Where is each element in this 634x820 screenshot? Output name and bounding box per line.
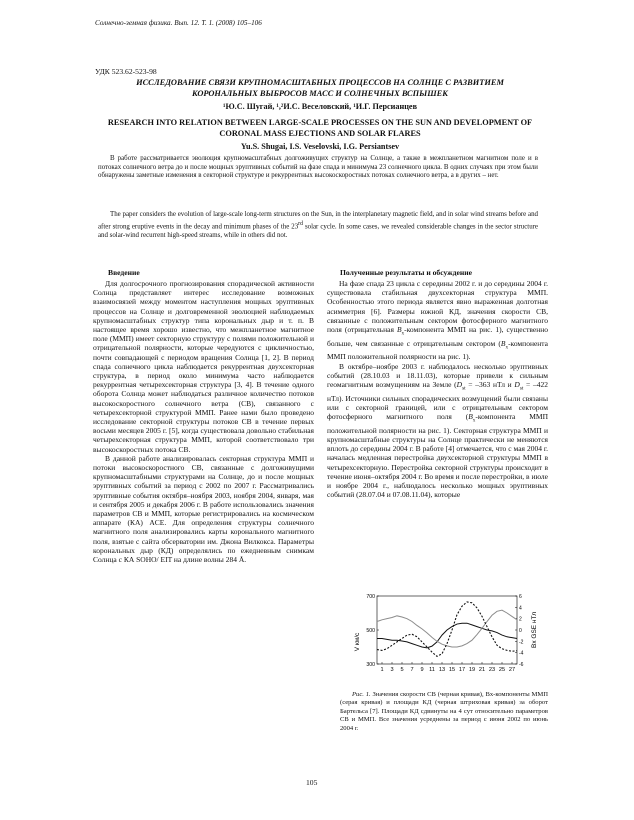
dst-symbol: D — [456, 380, 463, 390]
y2-axis-label: Bx GSE нТл — [531, 612, 538, 648]
abstract-en-sup: rd — [298, 220, 303, 227]
results-p1-c: -компонента ММП положительной полярности на рис. 1). — [327, 338, 548, 362]
abstract-russian: В работе рассматривается эволюция крупномасштабных долгоживущих структур на Солнце, а также в межпланетном магнитном поле и в потоках солнечного ветра до и после мощных эруптивных событий на фазе спада и минимума 23 солнечного цикла. В одних случаях при этом были обнаружены заметные изменения в секторной структуре и рекуррентных высокоскоростных потоках солнечного ветра, а в других – нет. — [98, 155, 538, 180]
x-tick-label: 23 — [488, 667, 496, 673]
x-tick-label: 19 — [468, 667, 476, 673]
dst-subscript: st — [519, 385, 524, 392]
intro-paragraph-1: Для долгосрочного прогнозирования спорадической активности Солнца представляет интерес исследование возможных взаимосвязей между моментом наступления мощных эруптивных процессов на Солнце и долговременной эволюцией наблюдаемых крупномасштабных структур типа корональных дыр и т. п. В настоящее время хорошо известно, что межпланетное магнитное поле (ММП) имеет секторную структуру с полями положительной и отрицательной полярности, которые чередуются с цикличностью, почти совпадающей с периодом вращения Солнца [1, 2]. В период спада солнечного цикла наблюдается рекуррентная двухсекторная структура, в период около минимума часто наблюдается рекуррентная четырехсекторная структура [3, 4]. В течение одного оборота Солнца может наблюдаться различное количество потоков высокоскоростного солнечного ветра (СВ), связанного с четырехсекторной структурой ММП. Ранее нами было проведено исследование секторной структуры потоков СВ в течение первых восьми месяцев 2005 г. [5], когда существовала довольно стабильная четырехсекторная структура ММП, которой соответствовало три высокоскоростных потока СВ. — [93, 279, 314, 454]
x-tick-label: 15 — [448, 667, 456, 673]
y-axis-label: V км/с — [354, 632, 361, 652]
y2-tick-label: -2 — [519, 639, 524, 646]
x-tick-label: 11 — [429, 667, 435, 673]
bx-subscript: x — [472, 417, 476, 424]
journal-header: Солнечно-земная физика. Вып. 12. Т. 1. (2008) 105–106 — [95, 19, 262, 27]
results-p2-b: = –363 нТл и — [465, 380, 515, 390]
left-column — [93, 279, 314, 564]
results-p1-b: -компонента ММП на рис. 1), существенно больше, чем связанные с отрицательным сектором ( — [327, 325, 548, 348]
y2-tick-label: -6 — [519, 662, 524, 668]
results-p2-a: В октябре–ноябре 2003 г. наблюдалось несколько эруптивных событий (28.10.03 и 18.11.03), которые привели к сильным геомагнитным возмущениям на Земле ( — [327, 361, 548, 390]
dst-subscript: st — [462, 385, 466, 392]
x-tick-label: 21 — [478, 667, 486, 673]
intro-heading: Введение — [108, 268, 140, 277]
y2-tick-label: 4 — [519, 605, 522, 612]
x-tick-label: 7 — [410, 667, 414, 673]
results-paragraph-2 — [327, 362, 548, 500]
results-p2-c: = –422 нТл). Источники сильных спорадических возмущений были связаны или с секторной границей, или с отрицательным сектором фотосферного магнитного поля ( — [327, 380, 548, 422]
abstract-en-after: solar cycle. In some cases, we revealed considerable changes in the sector structure and solar-wind recurrent high-speed streams, while in others did not. — [98, 223, 538, 239]
intro-paragraph-2: В данной работе анализировалась секторная структура ММП и потоки высокоскоростного СВ, связанные с долгоживущими крупномасштабными структурами на Солнце, до и после мощных эруптивных событий за период с 2002 по 2007 г. Рассматривались эруптивные события октября–ноября 2003, ноября 2004, января, мая и сентября 2005 и декабря 2006 г. В работе использовались значения параметров СВ и ММП, которые регистрировались на космическом аппарате (КА) ACE. Для определения структуры солнечного магнитного поля анализировались карты коронального магнитного поля, взятые с сайта обсерватории им. Джона Вилкокса. Параметры корональных дыр (КД) определялись по ежедневным снимкам Солнца с КА SOHO/ EIT на длине волны 284 Å. — [93, 453, 314, 565]
series-line-coronal-hole-area — [377, 602, 517, 656]
bx-symbol: B — [396, 325, 402, 335]
authors-russian: ¹Ю.С. Шугай, ¹,²И.С. Веселовский, ¹И.Г. Персианцев — [222, 102, 417, 111]
bx-symbol: B — [500, 338, 506, 348]
y-tick-label: 300 — [366, 662, 375, 668]
x-tick-label: 5 — [400, 667, 404, 673]
figure-1-chart — [355, 590, 540, 686]
x-tick-label: 25 — [498, 667, 506, 673]
series-line-solar-wind-speed — [377, 623, 517, 648]
y2-tick-label: 6 — [519, 594, 522, 600]
bx-subscript: x — [505, 344, 509, 351]
y-tick-label: 700 — [366, 594, 375, 600]
x-tick-label: 17 — [458, 667, 466, 673]
abstract-english — [98, 211, 538, 240]
figure-caption — [340, 691, 548, 733]
title-english: RESEARCH INTO RELATION BETWEEN LARGE-SCALE PROCESSES ON THE SUN AND DEVELOPMENT OF CORONAL MASS EJECTIONS AND SOLAR FLARES — [107, 118, 533, 138]
results-p1-a: На фазе спада 23 цикла с середины 2002 г. и до середины 2004 г. существовала стабильная двухсекторная структура ММП. Особенностью этого периода является явно выраженная долготная асимметрия [6]. Размеры южной КД, значения скорости СВ, связанные с положительным сектором фотосферного магнитного поля (отрицательная — [327, 279, 548, 335]
x-tick-label: 27 — [508, 667, 516, 673]
x-tick-label: 3 — [390, 667, 394, 673]
right-column — [327, 279, 548, 499]
caption-label: Рис. 1. — [352, 691, 371, 698]
x-tick-label: 13 — [438, 667, 446, 673]
x-tick-label: 9 — [420, 667, 424, 673]
x-tick-label: 1 — [380, 667, 384, 673]
authors-english: Yu.S. Shugai, I.S. Veselovski, I.G. Persiantsev — [240, 142, 400, 151]
title-russian: ИССЛЕДОВАНИЕ СВЯЗИ КРУПНОМАСШТАБНЫХ ПРОЦЕССОВ НА СОЛНЦЕ С РАЗВИТИЕМ КОРОНАЛЬНЫХ ВЫБРОСОВ МАСС И СОЛНЕЧНЫХ ВСПЫШЕК — [136, 78, 504, 98]
y-tick-label: 500 — [366, 628, 375, 634]
bx-subscript: x — [401, 330, 405, 337]
y2-tick-label: -4 — [519, 650, 524, 657]
results-paragraph-1 — [327, 279, 548, 362]
caption-text: Значения скорости СВ (черная кривая), Bx-компоненты ММП (серая кривая) и площади КД (черная штриховая кривая) за оборот Бартельса [7]. Площади КД сдвинуты на 4 сут относительно параметров СВ и ММП. Все значения усреднены за период с июня 2002 по июнь 2004 г. — [340, 691, 548, 732]
y2-tick-label: 2 — [519, 616, 522, 623]
results-p2-d: -компонента ММП положительной полярности на рис. 1). Секторная структура ММП и крупномасштабные структуры на Солнце практически не меняются вплоть до середины 2004 г. В работе [4] отмечается, что с мая 2004 г. началась медленная перестройка двухсекторной структуры ММП в четырехсекторную. Перестройка секторной структуры происходит в течение июня–октября 2004 г. Во время и после перестройки, в июле и ноябре 2004 г., наблюдалось несколько мощных эруптивных событий (28.07.04 и 07.08.11.04), которые — [327, 412, 548, 500]
dst-symbol: D — [514, 380, 520, 390]
page-number: 105 — [306, 778, 318, 787]
abstract-en-before: The paper considers the evolution of large-scale long-term structures on the Sun, in the interplanetary magnetic field, and in solar wind streams before and after strong eruptive events in the decay and minimum phases of the 23 — [98, 211, 538, 230]
results-heading: Полученные результаты и обсуждение — [340, 268, 472, 277]
udk-code: УДК 523.62-523-98 — [95, 67, 157, 76]
y2-tick-label: 0 — [519, 628, 522, 634]
bx-symbol: B — [468, 412, 473, 422]
